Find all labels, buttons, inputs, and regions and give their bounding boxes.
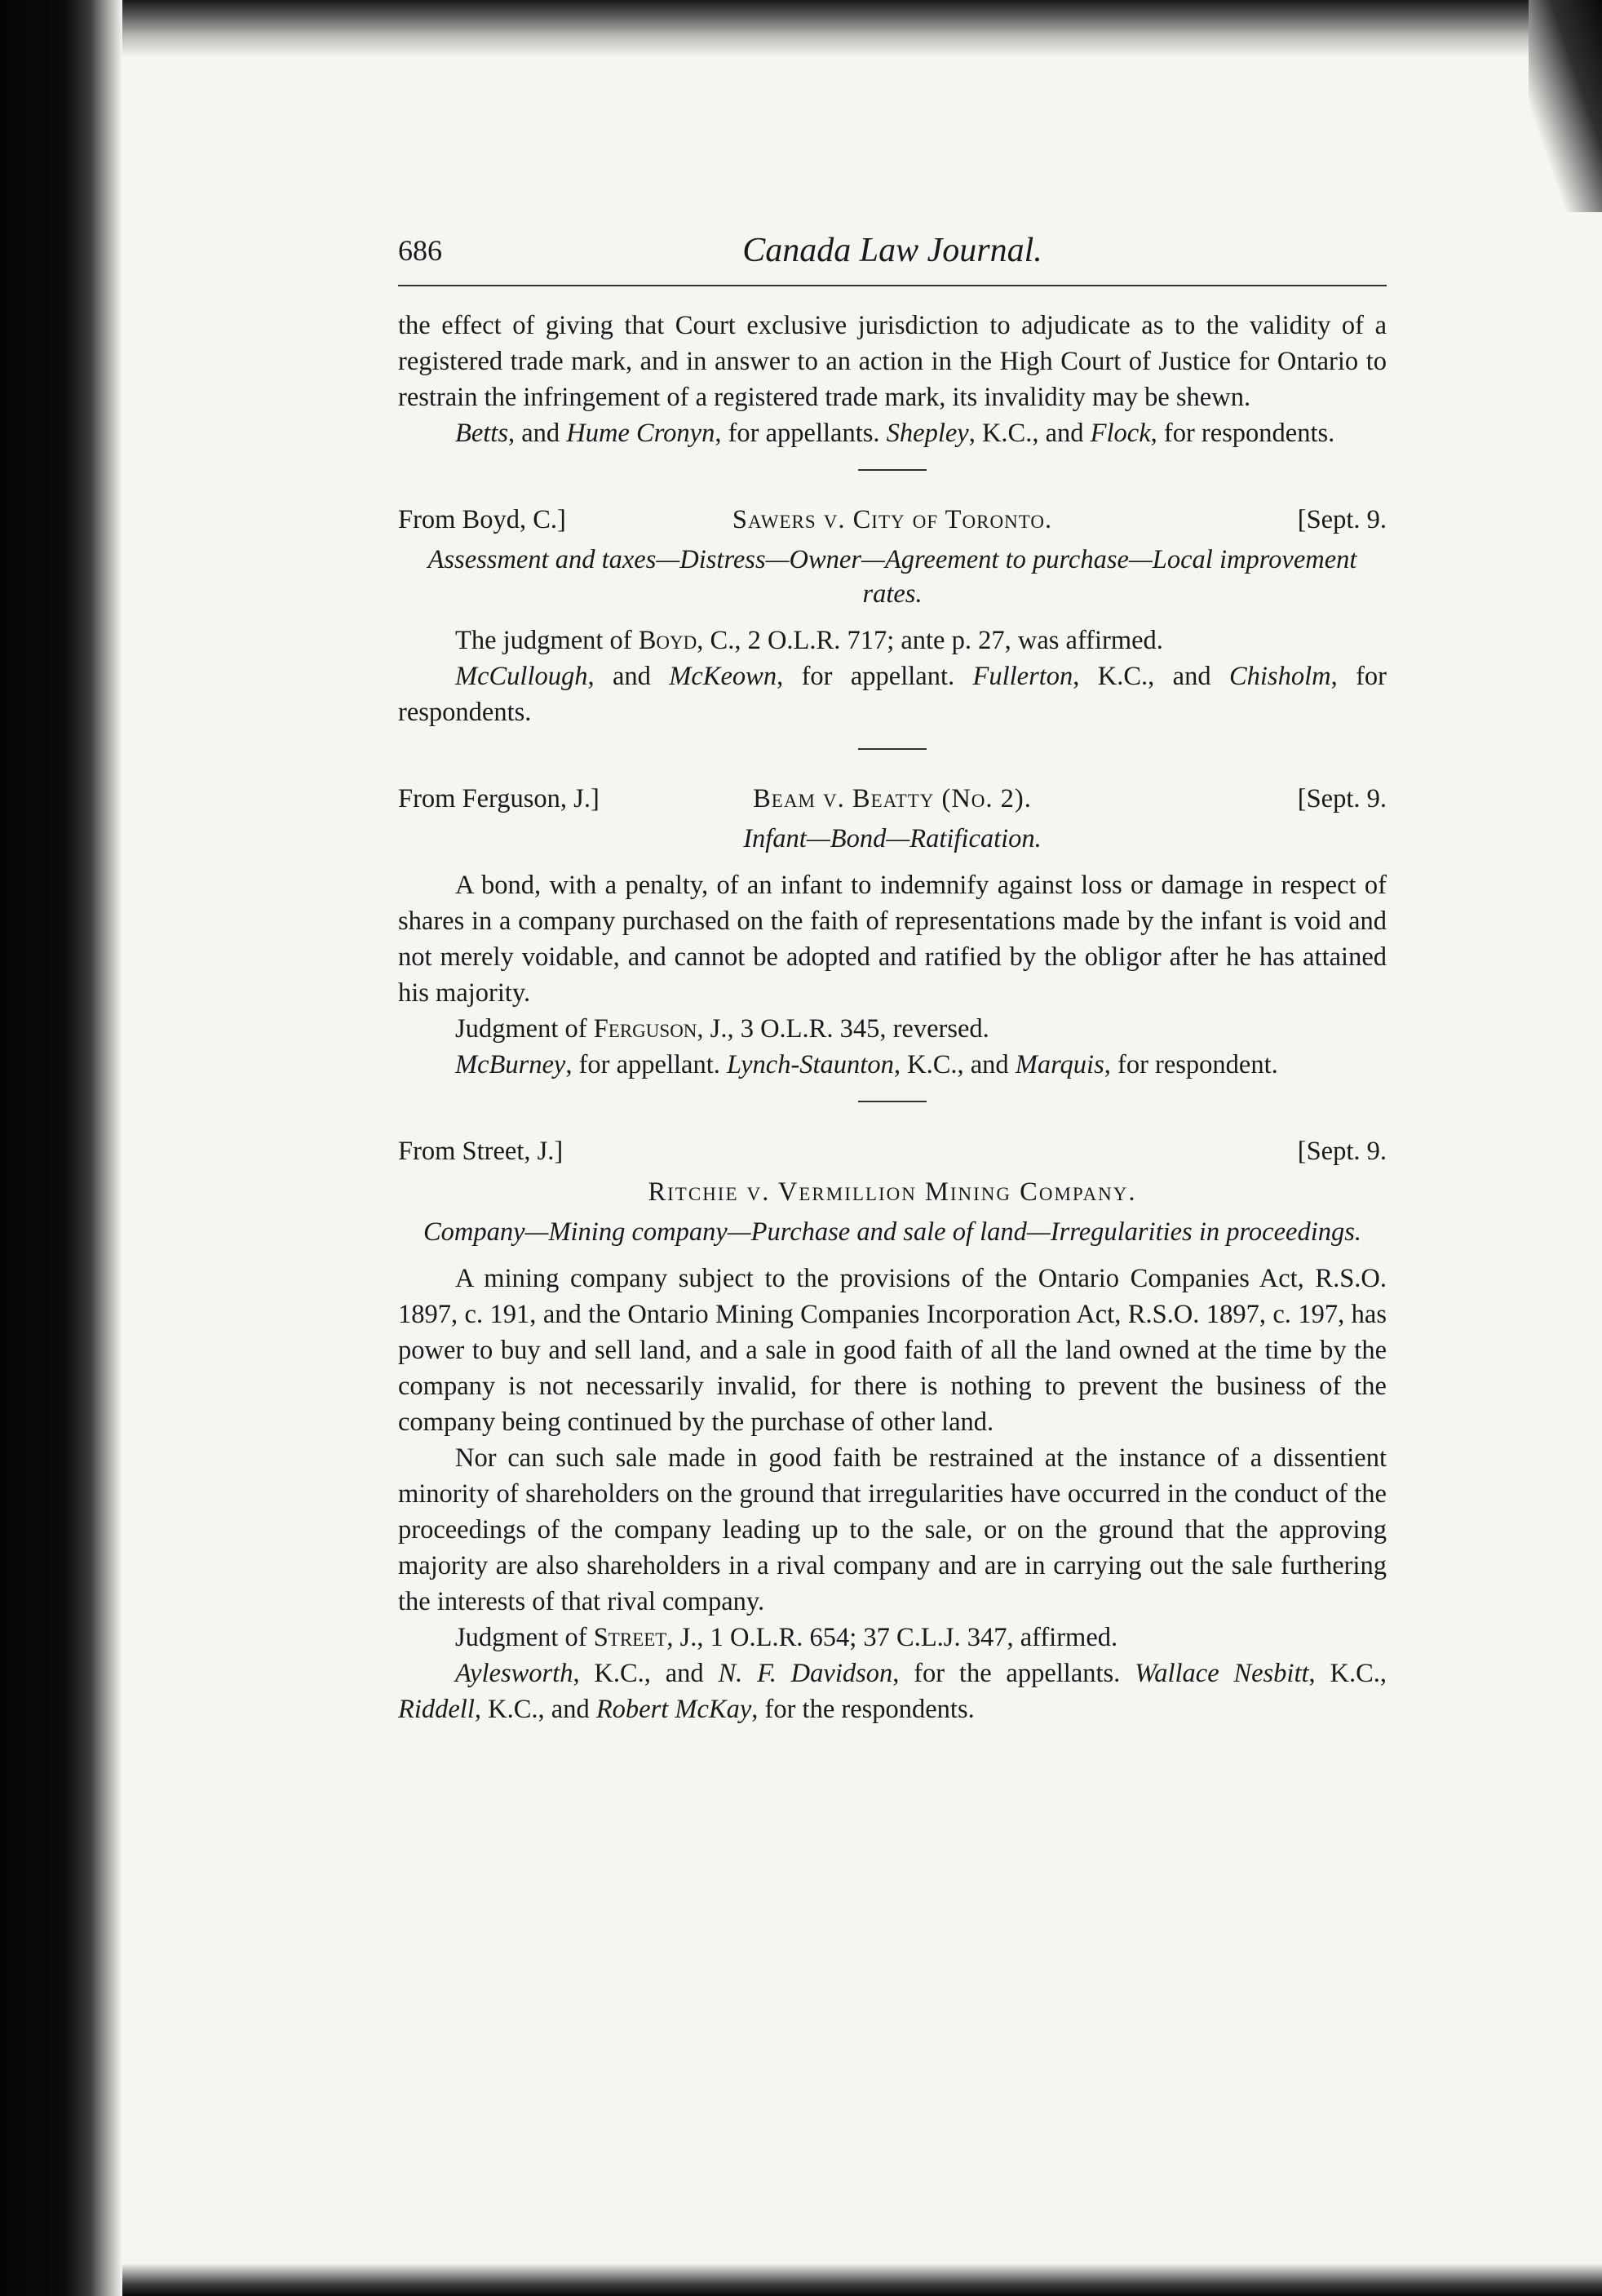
- running-head: [398, 233, 1387, 281]
- counsel-name: McCullough: [455, 662, 588, 691]
- scan-shadow-top: [122, 0, 1602, 57]
- case3-counsel: Aylesworth, K.C., and N. F. Davidson, for the appellants. Wallace Nesbitt, K.C., Riddell, K.C., and Robert McKay, for the respondents.: [398, 1659, 1387, 1724]
- case1-date: [Sept. 9.: [1297, 505, 1387, 534]
- counsel-name: Aylesworth: [455, 1659, 573, 1688]
- journal-page: [398, 233, 1387, 1727]
- judge-name: Boyd: [638, 626, 697, 655]
- case2-counsel: McBurney, for appellant. Lynch-Staunton, K.C., and Marquis, for respondent.: [455, 1050, 1278, 1079]
- case3-body-1: A mining company subject to the provisions of the Ontario Companies Act, R.S.O. 1897, c. 191, and the Ontario Mining Companies Incorporation Act, R.S.O. 1897, c. 197, has power to buy and sell land, and a sale in good faith of all the land owned at the time by the company is not necessarily invalid, for there is nothing to prevent the business of the company being continued by the purchase of other land.: [398, 1264, 1387, 1437]
- case2-date: [Sept. 9.: [1297, 784, 1387, 813]
- case3-date: [Sept. 9.: [1297, 1137, 1387, 1166]
- section-divider: [858, 469, 927, 471]
- judge-name: Ferguson: [593, 1014, 697, 1044]
- counsel-name: N. F. Davidson: [718, 1659, 893, 1688]
- counsel-name: Wallace Nesbitt: [1135, 1659, 1309, 1688]
- counsel-name: Marquis: [1015, 1050, 1104, 1079]
- case3-name: Ritchie v. Vermillion Mining Company.: [648, 1177, 1137, 1207]
- counsel-name: Chisholm: [1228, 662, 1331, 691]
- case3-from: From Street, J.]: [398, 1137, 564, 1166]
- case1-judgment: The judgment of Boyd, C., 2 O.L.R. 717; ante p. 27, was affirmed.: [455, 626, 1163, 655]
- case3-judgment: Judgment of Street, J., 1 O.L.R. 654; 37 C.L.J. 347, affirmed.: [455, 1623, 1118, 1652]
- scan-shadow-right: [1529, 0, 1602, 212]
- case1-name: Sawers v. City of Toronto.: [732, 505, 1053, 534]
- case2-from: From Ferguson, J.]: [398, 784, 600, 813]
- case3-body-2: Nor can such sale made in good faith be restrained at the instance of a dissentient minority of shareholders on the ground that irregularities have occurred in the conduct of the proceedings of the company leading up to the sale, or on the ground that the approving majority are also shareholders in a rival company and are in carrying out the sale furthering the interests of that rival company.: [398, 1443, 1387, 1616]
- intro-counsel: Betts, and Hume Cronyn, for appellants. Shepley, K.C., and Flock, for respondents.: [455, 419, 1335, 448]
- counsel-name: Hume Cronyn: [566, 419, 715, 448]
- counsel-name: Lynch-Staunton: [727, 1050, 894, 1079]
- counsel-name: Shepley: [886, 419, 969, 448]
- intro-paragraph: the effect of giving that Court exclusive jurisdiction to adjudicate as to the validity of a registered trade mark, and in answer to an action in the High Court of Justice for Ontario to restrain the infringement of a registered trade mark, its invalidity may be shewn.: [398, 311, 1387, 412]
- header-rule: [398, 285, 1387, 286]
- page-number: 686: [398, 234, 442, 267]
- case2-body: A bond, with a penalty, of an infant to indemnify against loss or damage in respect of shares in a company purchased on the faith of representations made by the infant is void and not merely voidable, and cannot be adopted and ratified by the obligor after he has attained his majority.: [398, 871, 1387, 1008]
- scan-shadow-left: [0, 0, 122, 2296]
- case2-name: Beam v. Beatty (No. 2).: [753, 784, 1032, 813]
- counsel-name: McKeown: [669, 662, 777, 691]
- case1-from: From Boyd, C.]: [398, 505, 566, 534]
- scan-shadow-bottom: [122, 2263, 1602, 2296]
- judge-name: Street: [593, 1623, 667, 1652]
- counsel-name: Robert McKay: [595, 1695, 752, 1724]
- counsel-name: Riddell: [398, 1695, 475, 1724]
- counsel-name: Flock: [1090, 419, 1151, 448]
- case2-heading-row: [398, 781, 1387, 818]
- case3-heading-row: [398, 1133, 1387, 1171]
- section-divider: [858, 1101, 927, 1102]
- counsel-name: Fullerton: [972, 662, 1073, 691]
- case1-heading-row: [398, 502, 1387, 539]
- journal-title: Canada Law Journal.: [742, 232, 1042, 269]
- counsel-name: McBurney: [455, 1050, 566, 1079]
- case3-headnote: Company—Mining company—Purchase and sale of land—Irregularities in proceedings.: [423, 1217, 1362, 1247]
- section-divider: [858, 748, 927, 750]
- case2-judgment: Judgment of Ferguson, J., 3 O.L.R. 345, reversed.: [455, 1014, 989, 1044]
- case2-headnote: Infant—Bond—Ratification.: [743, 824, 1042, 853]
- case1-headnote: Assessment and taxes—Distress—Owner—Agreement to purchase—Local improvement rates.: [427, 545, 1357, 609]
- case1-counsel: McCullough, and McKeown, for appellant. Fullerton, K.C., and Chisholm, for respondents.: [398, 662, 1387, 727]
- counsel-name: Betts: [455, 419, 508, 448]
